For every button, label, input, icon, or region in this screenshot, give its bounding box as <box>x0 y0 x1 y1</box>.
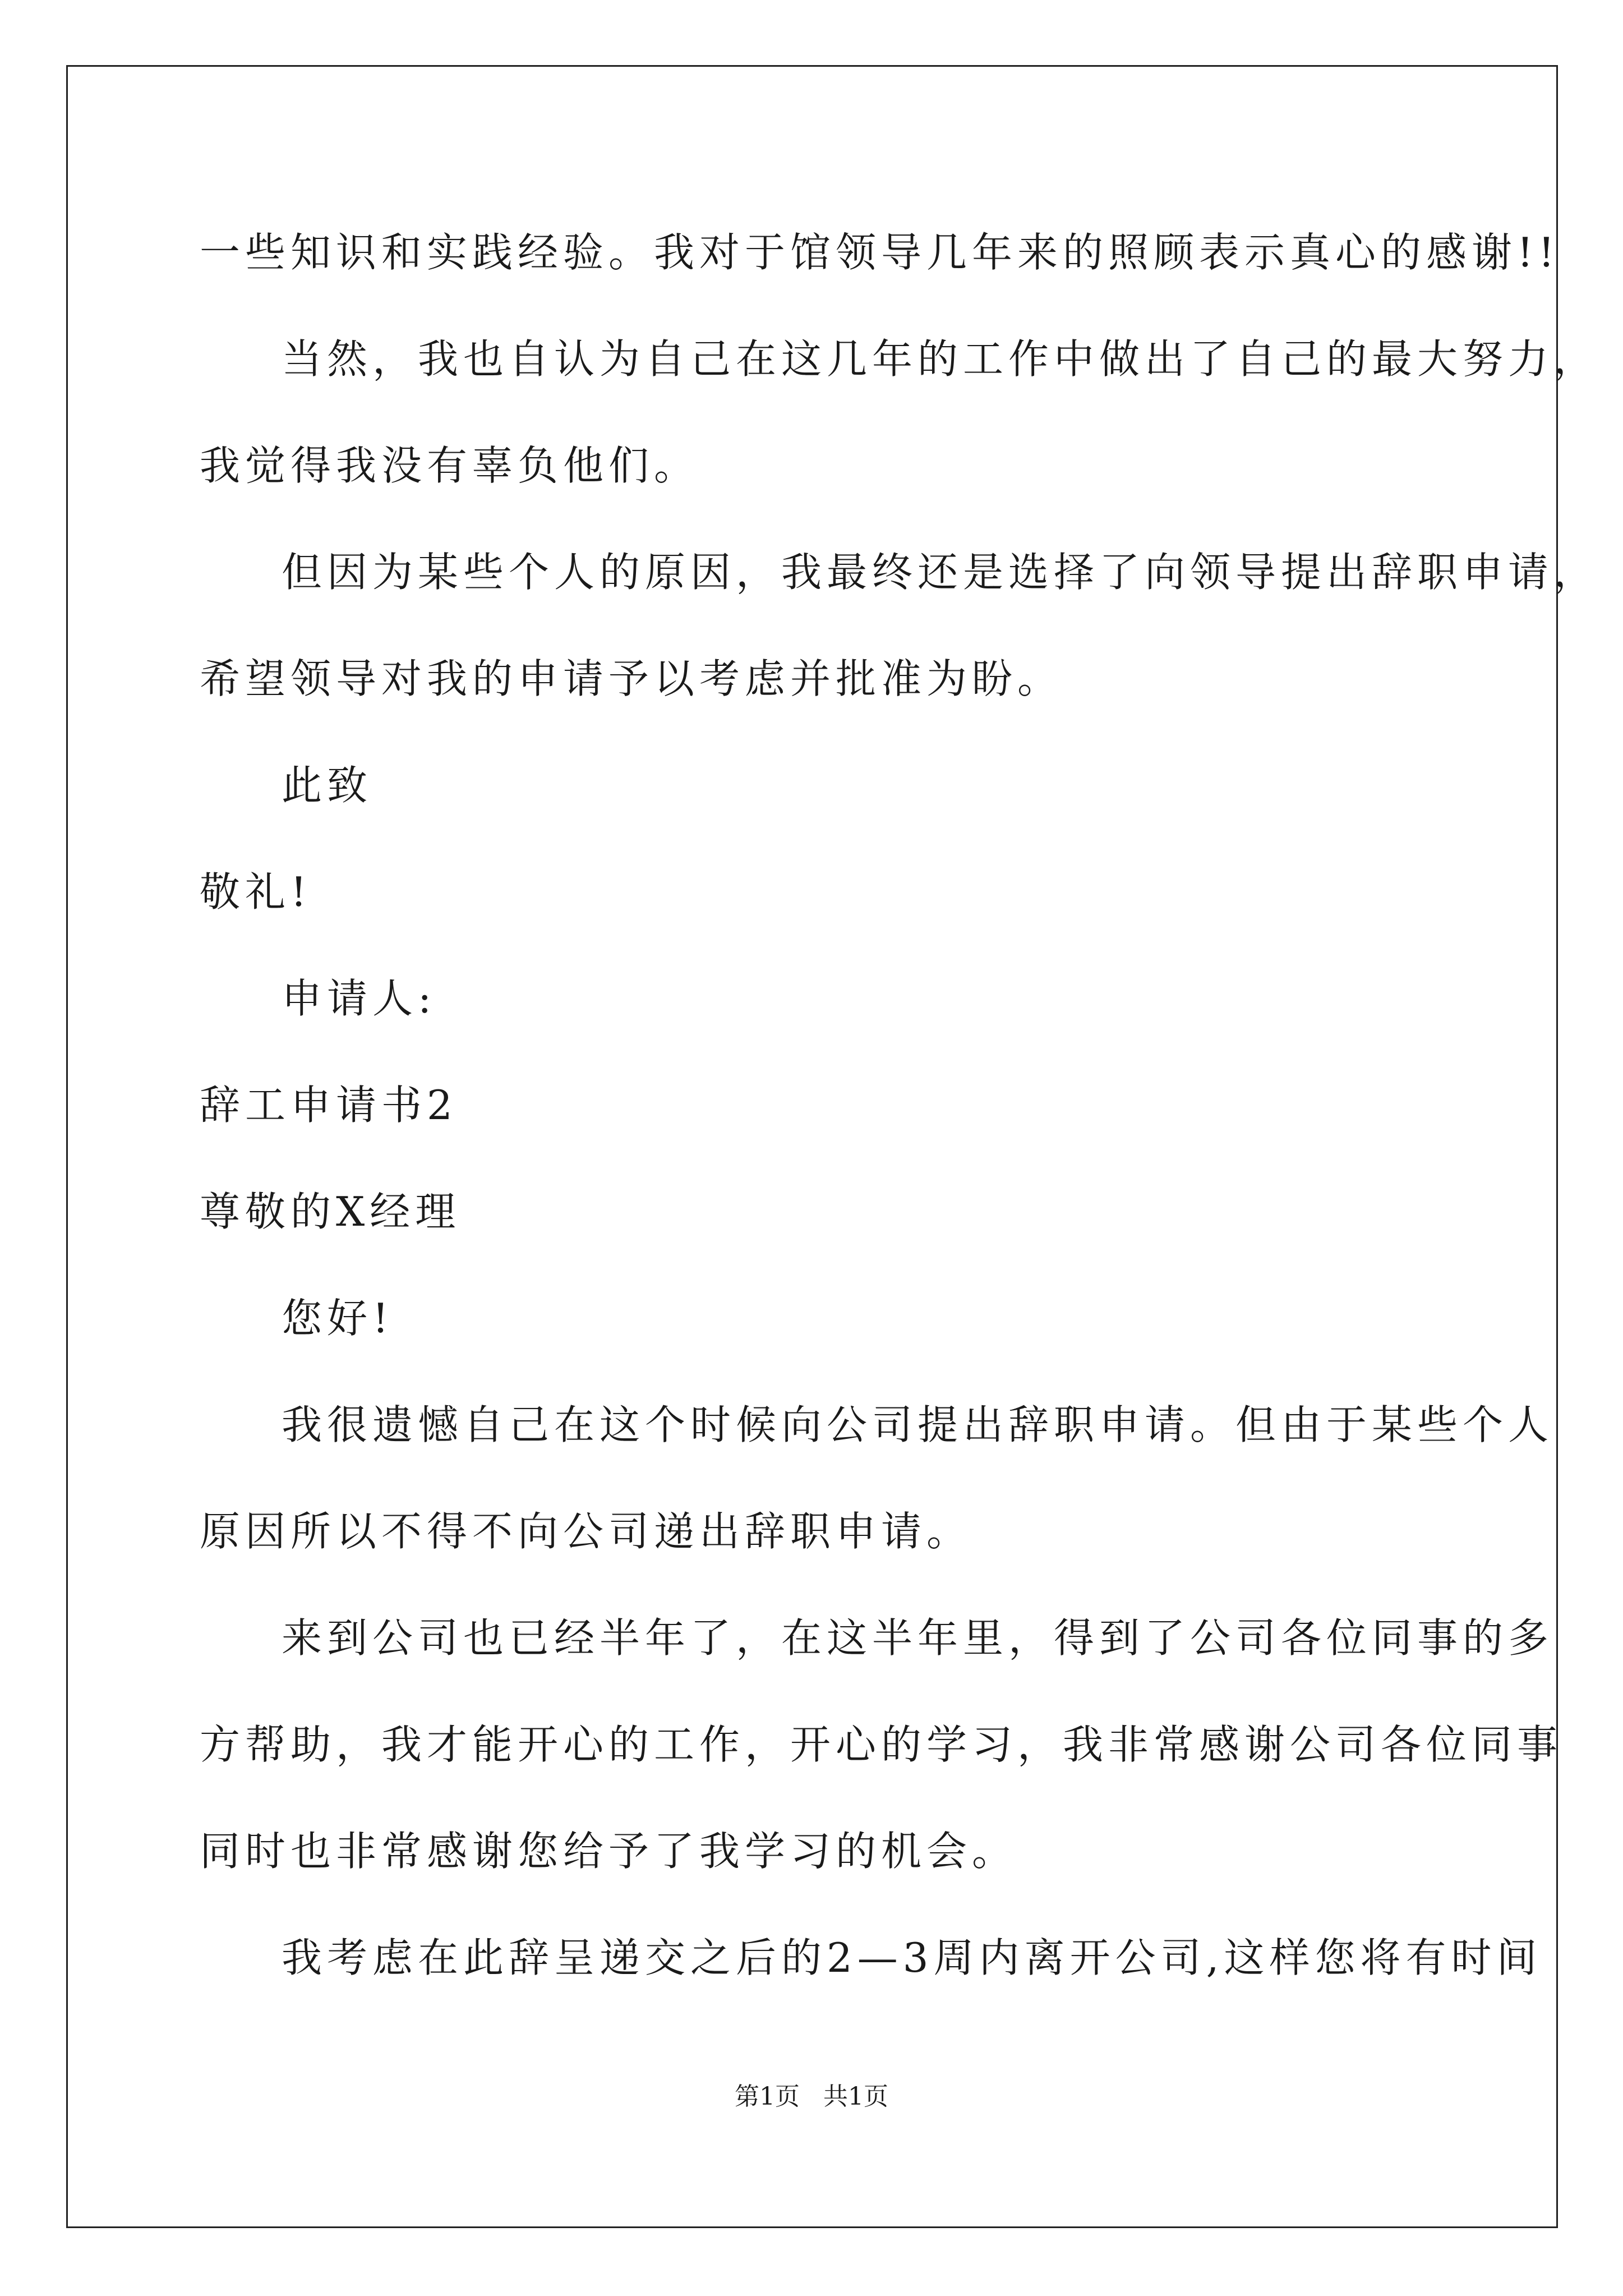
paragraph-line: 来到公司也已经半年了，在这半年里，得到了公司各位同事的多 <box>282 1614 1554 1662</box>
paragraph-line: 我很遗憾自己在这个时候向公司提出辞职申请。但由于某些个人 <box>282 1401 1554 1448</box>
page-border <box>66 65 1558 2228</box>
paragraph-line: 当然，我也自认为自己在这几年的工作中做出了自己的最大努力， <box>282 335 1599 383</box>
paragraph-line: 一些知识和实践经验。我对于馆领导几年来的照顾表示真心的感谢!! <box>200 229 1560 276</box>
applicant-label: 申请人: <box>282 975 437 1022</box>
paragraph-line: 我觉得我没有辜负他们。 <box>200 442 700 489</box>
paragraph-line: 方帮助，我才能开心的工作，开心的学习，我非常感谢公司各位同事 <box>200 1721 1563 1768</box>
paragraph-line: 希望领导对我的申请予以考虑并批准为盼。 <box>200 655 1063 702</box>
greeting-recipient: 尊敬的X经理 <box>200 1188 461 1235</box>
greeting: 您好! <box>282 1295 394 1342</box>
section-title: 辞工申请书2 <box>200 1082 458 1129</box>
paragraph-line: 但因为某些个人的原因，我最终还是选择了向领导提出辞职申请， <box>282 549 1599 596</box>
paragraph-line: 同时也非常感谢您给予了我学习的机会。 <box>200 1828 1018 1875</box>
closing-salutation: 此致 <box>282 762 373 809</box>
closing-regards: 敬礼! <box>200 868 312 915</box>
page-footer: 第1页 共1页 <box>735 2082 888 2111</box>
paragraph-line: 原因所以不得不向公司递出辞职申请。 <box>200 1508 972 1555</box>
paragraph-line: 我考虑在此辞呈递交之后的2—3周内离开公司,这样您将有时间 <box>282 1934 1542 1981</box>
